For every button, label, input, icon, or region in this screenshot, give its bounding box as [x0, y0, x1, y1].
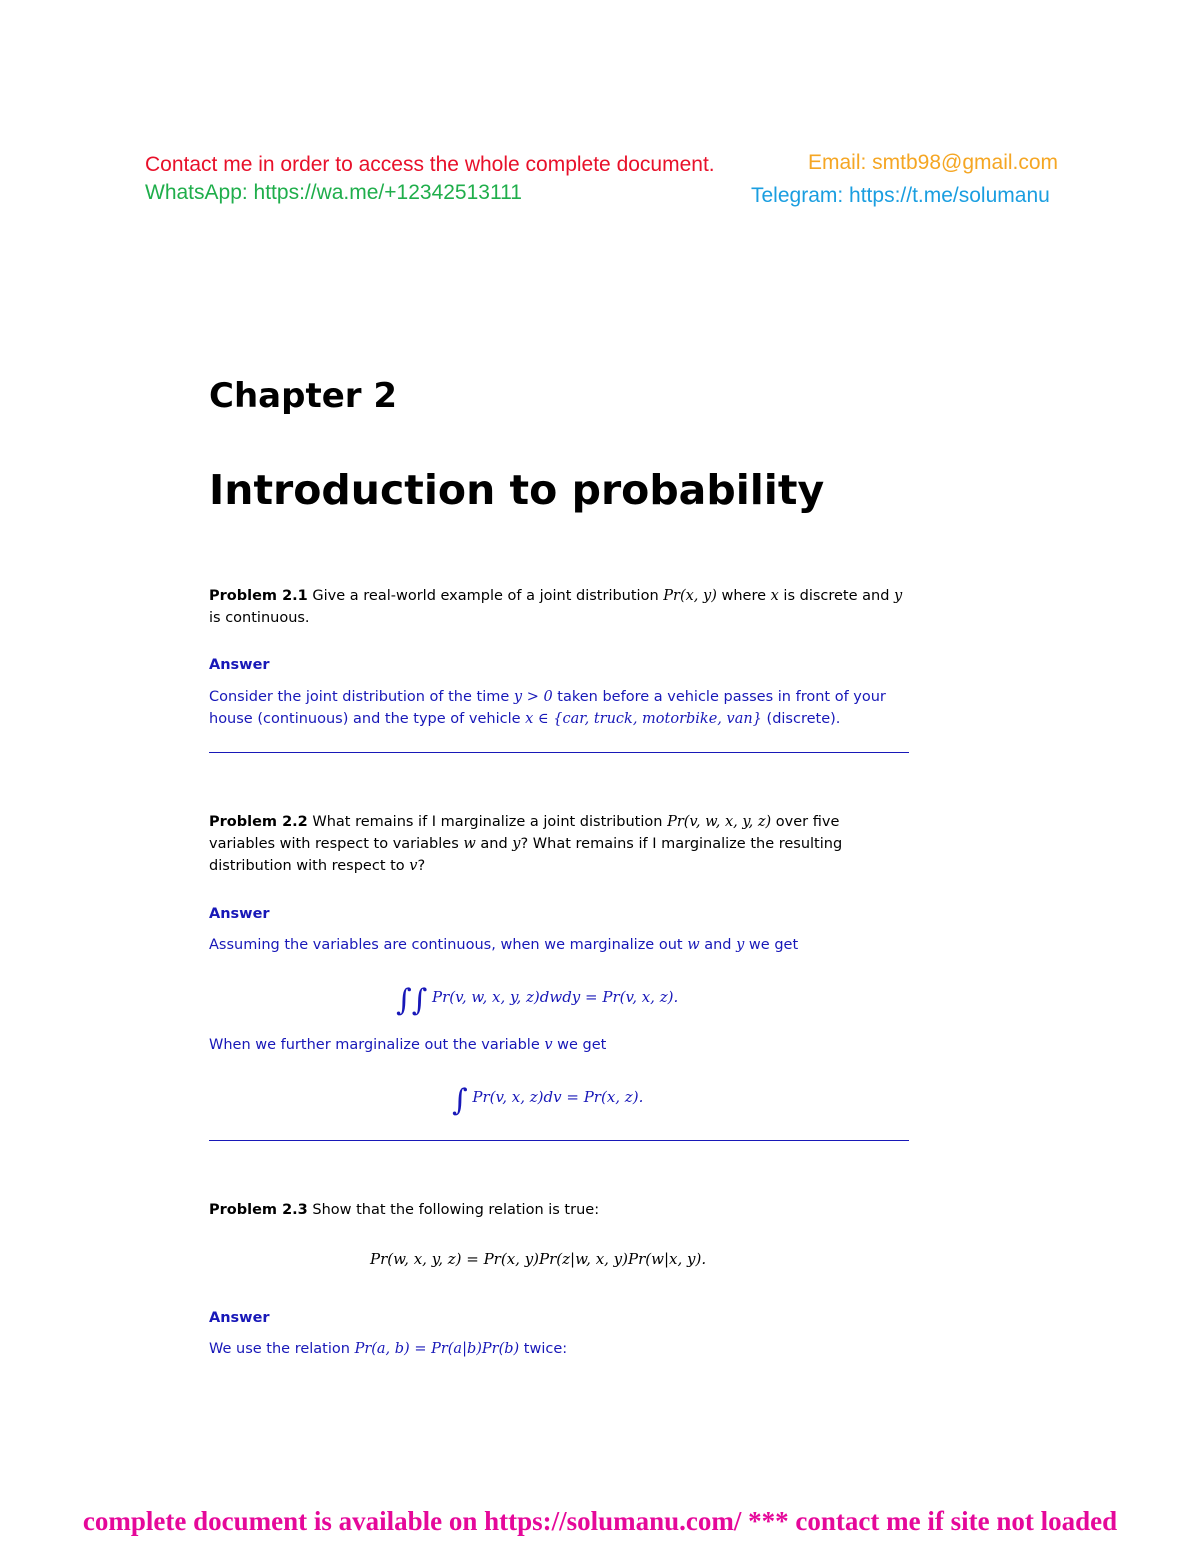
problem-label: Problem 2.3: [209, 1202, 308, 1218]
math-inline: v: [409, 858, 418, 874]
footer-banner[interactable]: complete document is available on https://solumanu.com/ *** contact me if site not loaded: [82, 1506, 1118, 1536]
math-inline: y: [512, 836, 521, 852]
math-inline: Pr(v, w, x, y, z): [667, 814, 772, 830]
problem-text: and: [475, 836, 513, 852]
math-inline: v: [544, 1037, 553, 1053]
problem-text: ?: [417, 858, 426, 874]
math-inline: w: [687, 937, 700, 953]
answer-text: Assuming the variables are continuous, when we marginalize out: [209, 937, 688, 953]
math-inline: x ∈ {car, truck, motorbike, van}: [525, 711, 762, 727]
problem-text: over five variables with respect to variables: [209, 814, 840, 852]
answer-heading: Answer: [209, 657, 270, 673]
equation-single-integral: [452, 1083, 643, 1118]
answer-text: we get: [744, 937, 799, 953]
answer-text: and: [699, 937, 737, 953]
answer-2-2-line2: [209, 1034, 909, 1056]
answer-text: we get: [552, 1037, 607, 1053]
math-inline: x: [770, 588, 779, 604]
problem-text: is discrete and: [778, 588, 895, 604]
answer-heading: Answer: [209, 1310, 270, 1326]
chapter-title: Introduction to probability: [209, 466, 825, 514]
answer-text: We use the relation: [209, 1341, 355, 1357]
telegram-link[interactable]: Telegram: https://t.me/solumanu: [751, 184, 1050, 207]
problem-label: Problem 2.2: [209, 814, 308, 830]
problem-label: Problem 2.1: [209, 588, 308, 604]
equation-chain-rule: Pr(w, x, y, z) = Pr(x, y)Pr(z|w, x, y)Pr(w|x, y).: [370, 1250, 707, 1268]
answer-heading: Answer: [209, 906, 270, 922]
problem-text: What remains if I marginalize a joint distribution: [312, 814, 668, 830]
chapter-label: Chapter 2: [209, 376, 398, 416]
answer-text: Consider the joint distribution of the time: [209, 689, 514, 705]
problem-text: is continuous.: [209, 610, 310, 626]
answer-2-2-line1: [209, 934, 909, 956]
contact-line: Contact me in order to access the whole complete document.: [145, 153, 715, 176]
problem-text: where: [716, 588, 771, 604]
answer-divider: [209, 752, 909, 753]
math-inline: y > 0: [513, 689, 553, 705]
problem-2-2: [209, 811, 909, 877]
math-inline: w: [463, 836, 476, 852]
integral-sign-icon: ∫: [452, 1083, 468, 1118]
integral-sign-icon: ∫∫: [396, 983, 428, 1018]
answer-text: When we further marginalize out the variable: [209, 1037, 545, 1053]
math-inline: Pr(a, b) = Pr(a|b)Pr(b): [354, 1341, 520, 1357]
answer-2-1: [209, 686, 909, 730]
answer-text: twice:: [519, 1341, 568, 1357]
problem-2-3: [209, 1199, 909, 1221]
equation-text: Pr(v, w, x, y, z)dwdy = Pr(v, x, z).: [432, 988, 679, 1006]
answer-divider: [209, 1140, 909, 1141]
math-inline: y: [736, 937, 745, 953]
whatsapp-link[interactable]: WhatsApp: https://wa.me/+12342513111: [145, 181, 522, 204]
problem-text: ? What remains if I marginalize the resulting distribution with respect to: [209, 836, 843, 874]
answer-2-3: [209, 1338, 909, 1360]
problem-text: Give a real-world example of a joint distribution: [312, 588, 664, 604]
answer-text: (discrete).: [761, 711, 841, 727]
math-inline: Pr(x, y): [663, 588, 717, 604]
equation-double-integral: [396, 983, 678, 1018]
problem-text: Show that the following relation is true:: [312, 1202, 600, 1218]
equation-text: Pr(v, x, z)dv = Pr(x, z).: [472, 1088, 644, 1106]
problem-2-1: [209, 585, 909, 629]
math-inline: y: [894, 588, 903, 604]
answer-text: taken before a vehicle passes in front of your house (continuous) and the type of vehicle: [209, 689, 886, 727]
email-link[interactable]: Email: smtb98@gmail.com: [808, 151, 1059, 174]
